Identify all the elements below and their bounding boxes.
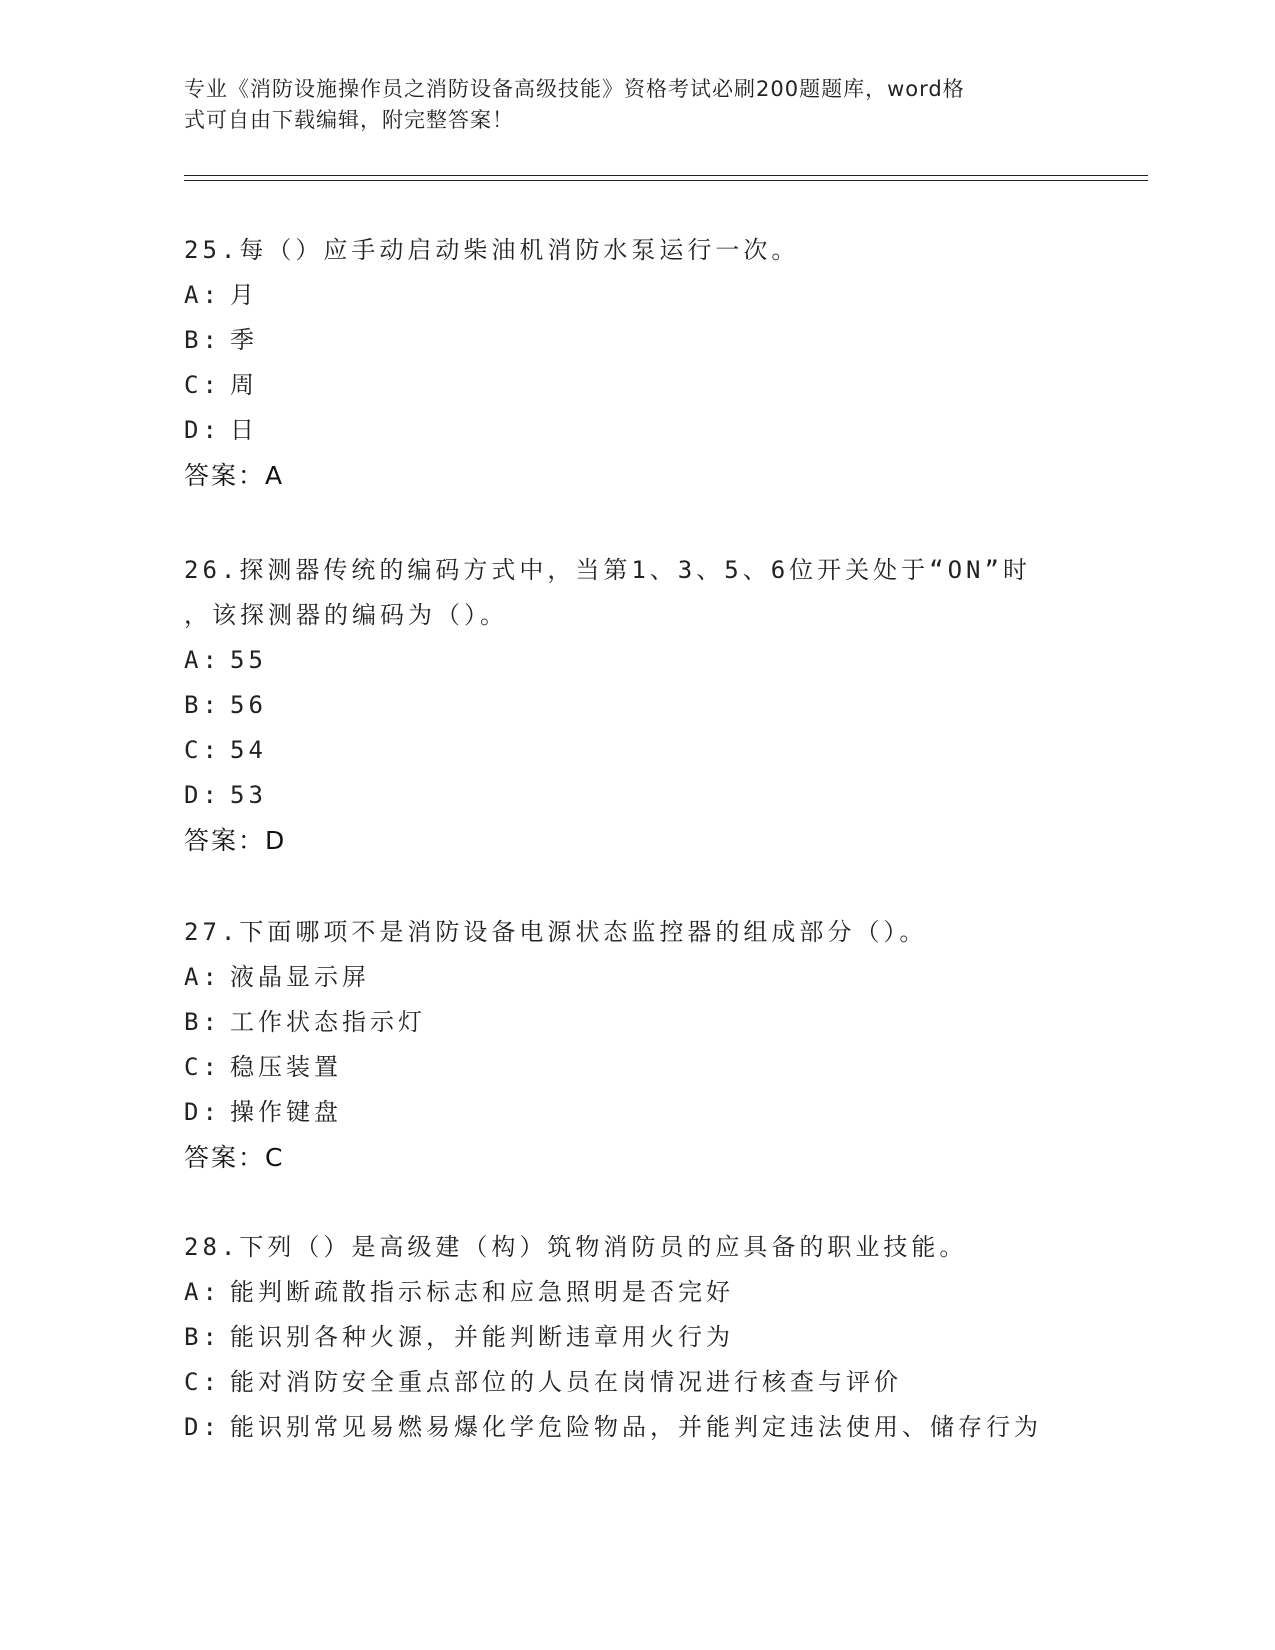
question-25 — [184, 228, 1084, 498]
option-key: A: — [184, 1278, 221, 1306]
option-text: 工作状态指示灯 — [230, 1008, 426, 1036]
option-key: B: — [184, 1008, 221, 1036]
option-c — [184, 1360, 1084, 1405]
option-key: D: — [184, 781, 221, 809]
option-b — [184, 1315, 1084, 1360]
option-text: 53 — [230, 781, 267, 809]
option-b — [184, 683, 1084, 728]
answer: 答案：D — [184, 826, 287, 855]
option-text: 能识别常见易燃易爆化学危险物品，并能判定违法使用、储存行为 — [230, 1413, 1042, 1441]
option-key: D: — [184, 1098, 221, 1126]
question-stem: 25.每（）应手动启动柴油机消防水泵运行一次。 — [184, 236, 800, 264]
answer: 答案：C — [184, 1143, 285, 1172]
option-text: 56 — [230, 691, 267, 719]
question-28 — [184, 1225, 1084, 1450]
option-b — [184, 318, 1084, 363]
option-text: 能识别各种火源，并能判断违章用火行为 — [230, 1323, 734, 1351]
header-divider-top — [184, 175, 1148, 176]
option-key: A: — [184, 963, 221, 991]
header-divider-bottom — [184, 180, 1148, 181]
option-a — [184, 273, 1084, 318]
question-stem-line-1: 26.探测器传统的编码方式中，当第1、3、5、6位开关处于“ON”时 — [184, 556, 1031, 584]
option-key: C: — [184, 736, 221, 764]
question-27 — [184, 910, 1084, 1180]
question-stem: 28.下列（）是高级建（构）筑物消防员的应具备的职业技能。 — [184, 1233, 968, 1261]
document-header — [184, 74, 1064, 136]
header-title-line-1: 专业《消防设施操作员之消防设备高级技能》资格考试必刷200题题库，word格 — [184, 77, 965, 101]
option-text: 54 — [230, 736, 267, 764]
option-key: A: — [184, 281, 221, 309]
option-a — [184, 955, 1084, 1000]
option-text: 能判断疏散指示标志和应急照明是否完好 — [230, 1278, 734, 1306]
option-b — [184, 1000, 1084, 1045]
option-text: 稳压装置 — [230, 1053, 342, 1081]
option-key: D: — [184, 416, 221, 444]
option-c — [184, 363, 1084, 408]
option-key: C: — [184, 1053, 221, 1081]
option-text: 操作键盘 — [230, 1098, 342, 1126]
option-text: 液晶显示屏 — [230, 963, 370, 991]
answer: 答案：A — [184, 461, 285, 490]
option-key: B: — [184, 691, 221, 719]
option-a — [184, 638, 1084, 683]
option-d — [184, 773, 1084, 818]
option-c — [184, 1045, 1084, 1090]
option-text: 55 — [230, 646, 267, 674]
option-d — [184, 408, 1084, 453]
option-text: 日 — [230, 416, 258, 444]
option-d — [184, 1090, 1084, 1135]
question-26 — [184, 548, 1084, 863]
option-key: B: — [184, 326, 221, 354]
option-text: 能对消防安全重点部位的人员在岗情况进行核查与评价 — [230, 1368, 902, 1396]
option-key: D: — [184, 1413, 221, 1441]
option-text: 月 — [230, 281, 258, 309]
option-d — [184, 1405, 1084, 1450]
option-key: B: — [184, 1323, 221, 1351]
question-stem: 27.下面哪项不是消防设备电源状态监控器的组成部分（）。 — [184, 918, 928, 946]
option-text: 季 — [230, 326, 258, 354]
option-key: A: — [184, 646, 221, 674]
option-text: 周 — [230, 371, 258, 399]
option-key: C: — [184, 1368, 221, 1396]
option-c — [184, 728, 1084, 773]
header-title-line-2: 式可自由下载编辑，附完整答案！ — [184, 108, 514, 132]
option-a — [184, 1270, 1084, 1315]
option-key: C: — [184, 371, 221, 399]
question-stem-line-2: ，该探测器的编码为（）。 — [184, 601, 508, 629]
